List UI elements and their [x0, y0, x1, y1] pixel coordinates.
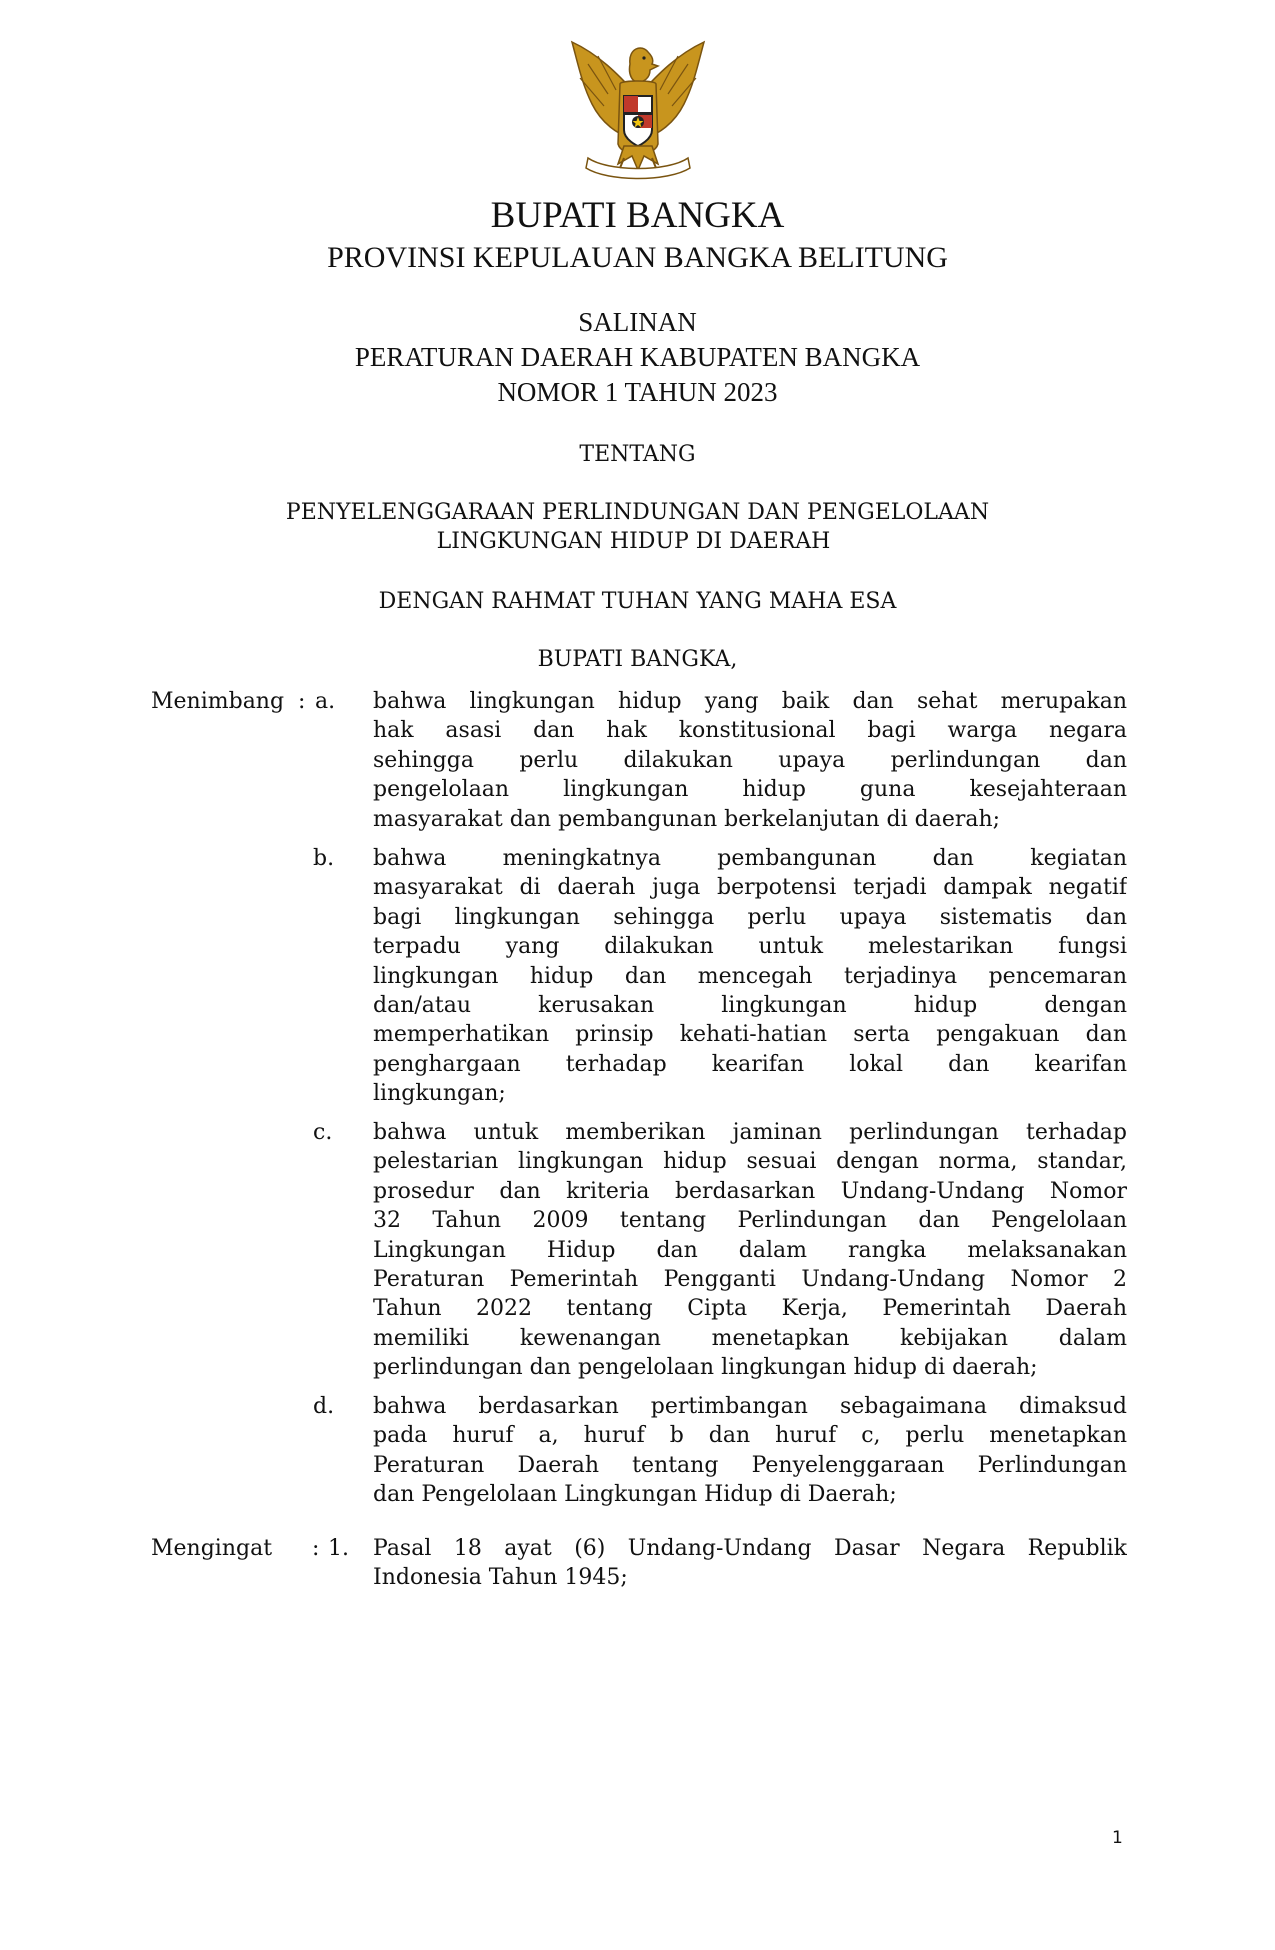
paragraph-line: terpadu yang dilakukan untuk melestarikan fungsi — [373, 934, 1127, 960]
paragraph-line: Peraturan Pemerintah Pengganti Undang-Undang Nomor 2 — [373, 1266, 1127, 1292]
paragraph-line: lingkungan; — [373, 1081, 506, 1107]
document-title: BUPATI BANGKA — [490, 195, 785, 236]
regulation-number: NOMOR 1 TAHUN 2023 — [497, 377, 778, 407]
paragraph-line: Peraturan Daerah tentang Penyelenggaraan Perlindungan — [373, 1452, 1127, 1478]
item-mark: d. — [313, 1394, 335, 1419]
subject-line-1: PENYELENGGARAAN PERLINDUNGAN DAN PENGELOLAAN — [285, 500, 990, 525]
paragraph-line: bahwa meningkatnya pembangunan dan kegiatan — [373, 846, 1127, 871]
page-number: 1 — [1112, 1828, 1123, 1848]
about-label: TENTANG — [579, 442, 696, 467]
list-item — [373, 1392, 1127, 1510]
paragraph-line: masyarakat dan pembangunan berkelanjutan di daerah; — [373, 806, 1001, 832]
paragraph-line: masyarakat di daerah juga berpotensi terjadi dampak negatif — [373, 875, 1127, 901]
paragraph-line: pelestarian lingkungan hidup sesuai dengan norma, standar, — [373, 1149, 1127, 1175]
paragraph-line: penghargaan terhadap kearifan lokal dan kearifan — [373, 1051, 1127, 1077]
paragraph-line: bahwa untuk memberikan jaminan perlindungan terhadap — [373, 1120, 1127, 1145]
paragraph-line: memiliki kewenangan menetapkan kebijakan dalam — [373, 1325, 1127, 1351]
item-mark: b. — [313, 846, 335, 871]
regent-line: BUPATI BANGKA, — [537, 647, 738, 672]
blessing-line: DENGAN RAHMAT TUHAN YANG MAHA ESA — [378, 589, 897, 614]
paragraph-line: pada huruf a, huruf b dan huruf c, perlu menetapkan — [373, 1423, 1127, 1449]
item-mark: 1. — [328, 1536, 349, 1561]
paragraph-line: dan Pengelolaan Lingkungan Hidup di Daerah; — [373, 1482, 897, 1508]
paragraph-line: dan/atau kerusakan lingkungan hidup dengan — [373, 992, 1127, 1018]
paragraph-line: Tahun 2022 tentang Cipta Kerja, Pemerintah Daerah — [373, 1296, 1127, 1322]
mengingat-label: Mengingat — [151, 1536, 273, 1561]
list-item — [373, 1118, 1127, 1383]
garuda-pancasila-emblem-icon — [558, 34, 718, 184]
paragraph-line: prosedur dan kriteria berdasarkan Undang-Undang Nomor — [373, 1178, 1127, 1204]
paragraph-line: pengelolaan lingkungan hidup guna kesejahteraan — [373, 777, 1127, 803]
paragraph-line: hak asasi dan hak konstitusional bagi warga negara — [373, 718, 1127, 744]
paragraph-line: Indonesia Tahun 1945; — [373, 1565, 628, 1591]
copy-label: SALINAN — [578, 307, 697, 337]
menimbang-colon: : — [298, 689, 306, 714]
list-item — [373, 687, 1127, 834]
list-item — [373, 844, 1127, 1109]
subject-line-2: LINGKUNGAN HIDUP DI DAERAH — [436, 529, 831, 554]
province-name: PROVINSI KEPULAUAN BANGKA BELITUNG — [327, 241, 948, 274]
paragraph-line: Pasal 18 ayat (6) Undang-Undang Dasar Negara Republik — [373, 1536, 1127, 1561]
list-item — [373, 1534, 1127, 1593]
paragraph-line: 32 Tahun 2009 tentang Perlindungan dan Pengelolaan — [373, 1208, 1127, 1234]
paragraph-line: Lingkungan Hidup dan dalam rangka melaksanakan — [373, 1237, 1127, 1263]
paragraph-line: perlindungan dan pengelolaan lingkungan hidup di daerah; — [373, 1355, 1038, 1381]
regulation-name: PERATURAN DAERAH KABUPATEN BANGKA — [354, 342, 921, 372]
paragraph-line: bahwa lingkungan hidup yang baik dan sehat merupakan — [373, 689, 1127, 714]
paragraph-line: sehingga perlu dilakukan upaya perlindungan dan — [373, 747, 1127, 773]
menimbang-label: Menimbang — [151, 689, 285, 714]
paragraph-line: bahwa berdasarkan pertimbangan sebagaimana dimaksud — [373, 1394, 1127, 1419]
paragraph-line: memperhatikan prinsip kehati-hatian serta pengakuan dan — [373, 1022, 1127, 1048]
paragraph-line: bagi lingkungan sehingga perlu upaya sistematis dan — [373, 904, 1127, 930]
item-mark: c. — [313, 1120, 333, 1145]
paragraph-line: lingkungan hidup dan mencegah terjadinya pencemaran — [373, 963, 1127, 989]
mengingat-colon: : — [312, 1536, 320, 1561]
item-mark: a. — [315, 689, 336, 714]
